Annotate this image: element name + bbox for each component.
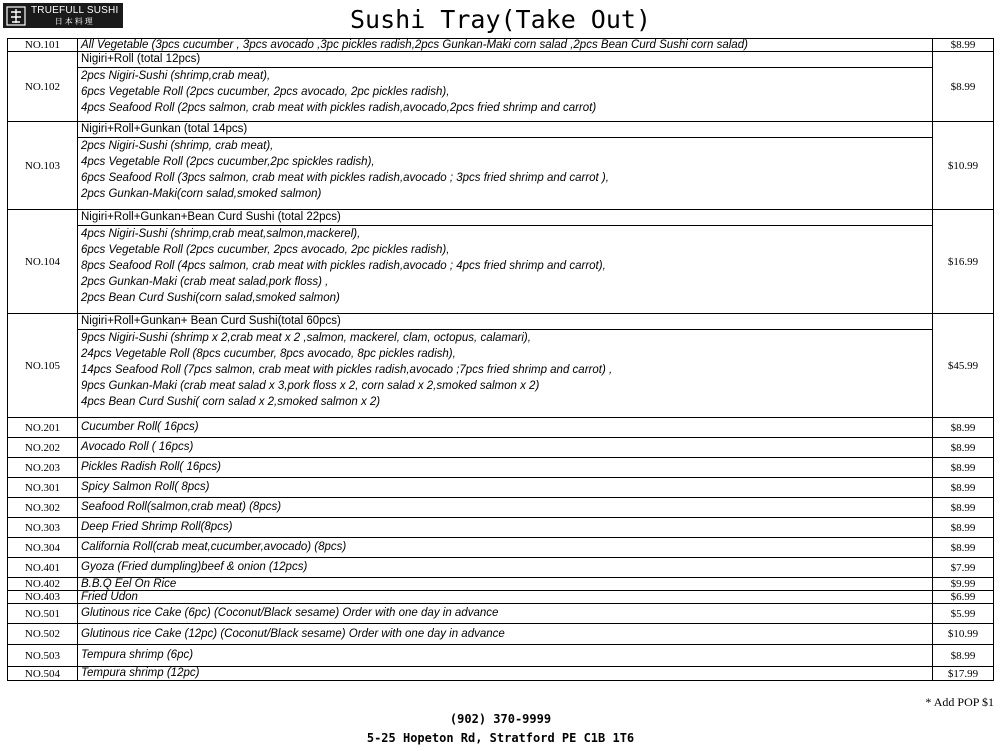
- item-code: NO.303: [8, 518, 78, 538]
- item-price: $17.99: [933, 667, 994, 681]
- item-line: Pickles Radish Roll( 16pcs): [81, 461, 221, 473]
- item-description: [78, 122, 933, 210]
- item-line: Glutinous rice Cake (6pc) (Coconut/Black sesame) Order with one day in advance: [81, 607, 499, 619]
- item-price: $8.99: [933, 538, 994, 558]
- menu-row: [8, 604, 994, 624]
- item-line: 2pcs Gunkan-Maki (crab meat salad,pork floss) ,: [81, 276, 329, 288]
- item-price: $8.99: [933, 518, 994, 538]
- menu-row: [8, 667, 994, 681]
- item-description: [78, 645, 933, 667]
- item-line: Avocado Roll ( 16pcs): [81, 441, 194, 453]
- item-code: NO.102: [8, 52, 78, 122]
- item-line: Tempura shrimp (12pc): [81, 667, 200, 679]
- menu-row: [8, 210, 994, 314]
- item-line: 2pcs Gunkan-Maki(corn salad,smoked salmon): [81, 188, 322, 200]
- item-description: [78, 624, 933, 645]
- item-price: $10.99: [933, 624, 994, 645]
- menu-row: [8, 624, 994, 645]
- menu-row: [8, 458, 994, 478]
- item-line: 6pcs Vegetable Roll (2pcs cucumber, 2pcs avocado, 2pc pickles radish),: [81, 244, 450, 256]
- item-set-header: Nigiri+Roll+Gunkan+ Bean Curd Sushi(total 60pcs): [78, 314, 932, 330]
- item-price: $9.99: [933, 578, 994, 591]
- menu-row: [8, 538, 994, 558]
- item-line: 2pcs Nigiri-Sushi (shrimp, crab meat),: [81, 140, 274, 152]
- item-code: NO.105: [8, 314, 78, 418]
- item-line: 6pcs Seafood Roll (3pcs salmon, crab meat with pickles radish,avocado ; 3pcs fried shrimp and carrot ),: [81, 172, 609, 184]
- item-description: [78, 591, 933, 604]
- logo-name: TRUEFULL SUSHI: [31, 4, 119, 16]
- item-description: [78, 458, 933, 478]
- item-code: NO.101: [8, 39, 78, 52]
- item-code: NO.301: [8, 478, 78, 498]
- item-line: Cucumber Roll( 16pcs): [81, 421, 199, 433]
- item-description: [78, 418, 933, 438]
- item-line: Spicy Salmon Roll( 8pcs): [81, 481, 210, 493]
- item-code: NO.403: [8, 591, 78, 604]
- item-line: 9pcs Nigiri-Sushi (shrimp x 2,crab meat x 2 ,salmon, mackerel, clam, octopus, calamari),: [81, 332, 531, 344]
- item-code: NO.202: [8, 438, 78, 458]
- pop-note: * Add POP $1: [925, 695, 994, 709]
- menu-row: [8, 52, 994, 122]
- item-price: $8.99: [933, 438, 994, 458]
- item-code: NO.401: [8, 558, 78, 578]
- item-line: Deep Fried Shrimp Roll(8pcs): [81, 521, 233, 533]
- item-line: 6pcs Vegetable Roll (2pcs cucumber, 2pcs avocado, 2pc pickles radish),: [81, 86, 450, 98]
- menu-row: [8, 558, 994, 578]
- item-price: $8.99: [933, 478, 994, 498]
- address: 5-25 Hopeton Rd, Stratford PE C1B 1T6: [366, 731, 635, 745]
- item-code: NO.203: [8, 458, 78, 478]
- item-set-header: Nigiri+Roll+Gunkan (total 14pcs): [78, 122, 932, 138]
- menu-row: [8, 39, 994, 52]
- menu-row: [8, 591, 994, 604]
- item-line: 9pcs Gunkan-Maki (crab meat salad x 3,pork floss x 2, corn salad x 2,smoked salmon x 2): [81, 380, 540, 392]
- item-code: NO.304: [8, 538, 78, 558]
- menu-row: [8, 438, 994, 458]
- item-line: Fried Udon: [81, 591, 138, 603]
- item-price: $8.99: [933, 645, 994, 667]
- menu-row: [8, 645, 994, 667]
- menu-row: [8, 498, 994, 518]
- item-price: $8.99: [933, 458, 994, 478]
- menu-row: [8, 418, 994, 438]
- item-description: [78, 478, 933, 498]
- item-price: $16.99: [933, 210, 994, 314]
- item-description: [78, 210, 933, 314]
- item-price: $10.99: [933, 122, 994, 210]
- item-line: 8pcs Seafood Roll (4pcs salmon, crab meat with pickles radish,avocado ; 4pcs fried shrimp and carrot),: [81, 260, 606, 272]
- item-price: $8.99: [933, 418, 994, 438]
- item-line: Glutinous rice Cake (12pc) (Coconut/Black sesame) Order with one day in advance: [81, 628, 505, 640]
- item-description: [78, 578, 933, 591]
- item-code: NO.502: [8, 624, 78, 645]
- item-line: 2pcs Bean Curd Sushi(corn salad,smoked salmon): [81, 292, 340, 304]
- item-code: NO.402: [8, 578, 78, 591]
- menu-row: [8, 518, 994, 538]
- item-line: 2pcs Nigiri-Sushi (shrimp,crab meat),: [81, 70, 271, 82]
- item-line: Tempura shrimp (6pc): [81, 649, 194, 661]
- menu-row: [8, 122, 994, 210]
- menu-row: [8, 314, 994, 418]
- item-line: Seafood Roll(salmon,crab meat) (8pcs): [81, 501, 282, 513]
- item-price: $7.99: [933, 558, 994, 578]
- item-line: 4pcs Bean Curd Sushi( corn salad x 2,smoked salmon x 2): [81, 396, 381, 408]
- item-code: NO.501: [8, 604, 78, 624]
- item-line: 4pcs Seafood Roll (2pcs salmon, crab meat with pickles radish,avocado,2pcs fried shrimp and carrot): [81, 102, 597, 114]
- phone-number: (902) 370-9999: [449, 712, 552, 726]
- menu-row: [8, 578, 994, 591]
- item-description: [78, 558, 933, 578]
- item-set-header: Nigiri+Roll+Gunkan+Bean Curd Sushi (total 22pcs): [78, 210, 932, 226]
- item-line: Gyoza (Fried dumpling)beef & onion (12pcs): [81, 561, 308, 573]
- item-line: California Roll(crab meat,cucumber,avocado) (8pcs): [81, 541, 347, 553]
- item-price: $8.99: [933, 39, 994, 52]
- menu-table: [7, 38, 994, 681]
- item-code: NO.104: [8, 210, 78, 314]
- item-price: $5.99: [933, 604, 994, 624]
- logo-subtitle: 日本料理: [54, 16, 95, 26]
- item-description: [78, 667, 933, 681]
- item-description: [78, 538, 933, 558]
- item-line: 24pcs Vegetable Roll (8pcs cucumber, 8pcs avocado, 8pc pickles radish),: [81, 348, 456, 360]
- item-price: $6.99: [933, 591, 994, 604]
- item-line: B.B.Q Eel On Rice: [81, 578, 177, 590]
- item-price: $8.99: [933, 52, 994, 122]
- item-line: All Vegetable (3pcs cucumber , 3pcs avocado ,3pc pickles radish,2pcs Gunkan-Maki corn salad ,2pcs Bean Curd Sushi corn salad): [81, 39, 748, 51]
- page-title: Sushi Tray(Take Out): [349, 5, 652, 34]
- item-code: NO.503: [8, 645, 78, 667]
- item-description: [78, 498, 933, 518]
- item-description: [78, 604, 933, 624]
- item-price: $8.99: [933, 498, 994, 518]
- item-code: NO.201: [8, 418, 78, 438]
- item-description: [78, 52, 933, 122]
- item-price: $45.99: [933, 314, 994, 418]
- item-set-header: Nigiri+Roll (total 12pcs): [78, 52, 932, 68]
- item-code: NO.103: [8, 122, 78, 210]
- item-description: [78, 518, 933, 538]
- item-line: 4pcs Vegetable Roll (2pcs cucumber,2pc spickles radish),: [81, 156, 375, 168]
- item-line: 4pcs Nigiri-Sushi (shrimp,crab meat,salmon,mackerel),: [81, 228, 361, 240]
- item-description: [78, 438, 933, 458]
- item-line: 14pcs Seafood Roll (7pcs salmon, crab meat with pickles radish,avocado ;7pcs fried shrimp and carrot) ,: [81, 364, 613, 376]
- item-description: [78, 39, 933, 52]
- item-code: NO.302: [8, 498, 78, 518]
- item-description: [78, 314, 933, 418]
- item-code: NO.504: [8, 667, 78, 681]
- menu-row: [8, 478, 994, 498]
